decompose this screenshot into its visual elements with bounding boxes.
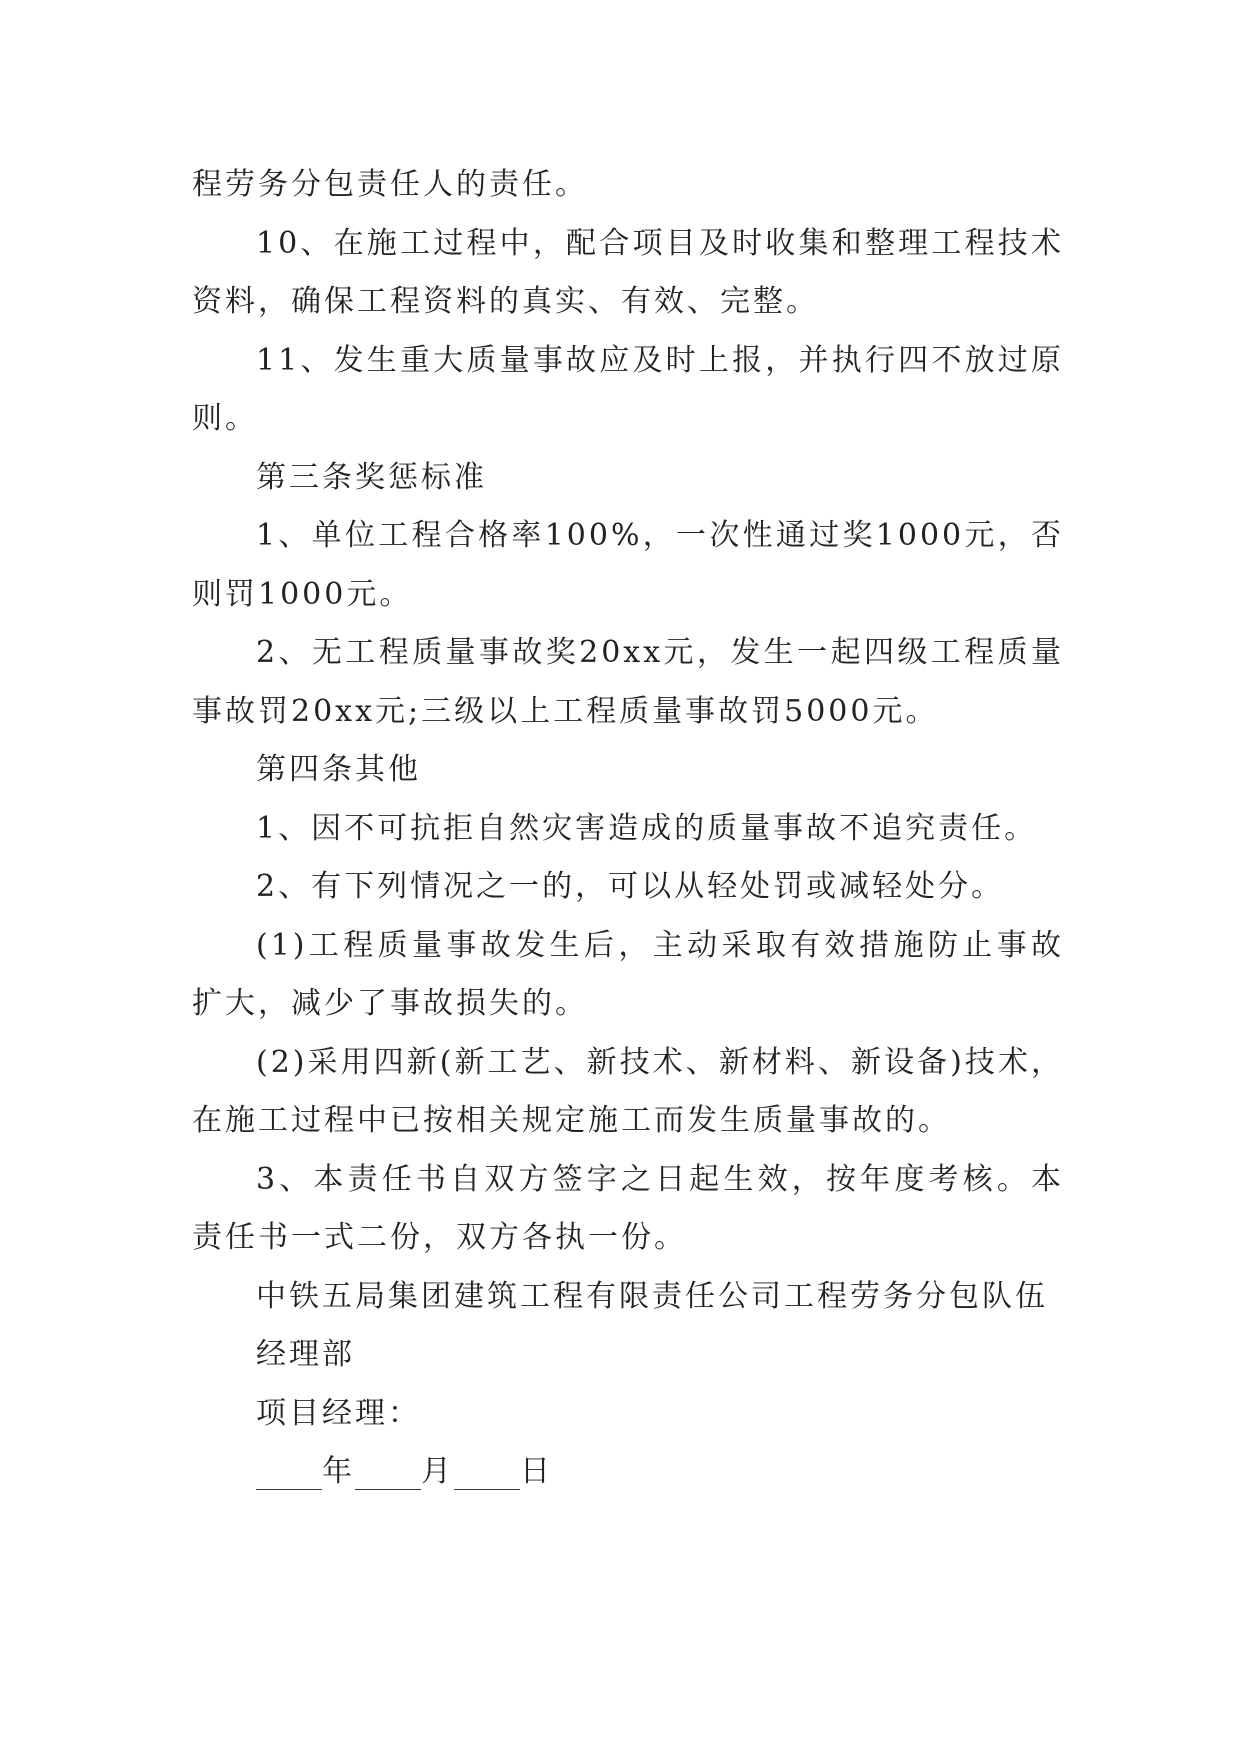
section-heading: 第三条奖惩标准 (256, 459, 487, 495)
month-label: 月 (421, 1454, 454, 1489)
paragraph: 1、因不可抗拒自然灾害造成的质量事故不追究责任。 (256, 810, 1038, 846)
paragraph: 11、发生重大质量事故应及时上报，并执行四不放过原则。 (192, 342, 1064, 436)
signature-company: 中铁五局集团建筑工程有限责任公司工程劳务分包队伍 (256, 1278, 1048, 1314)
date-line (192, 1443, 1064, 1502)
document-body (192, 156, 1064, 1502)
year-label: 年 (322, 1454, 355, 1489)
paragraph: 2、有下列情况之一的，可以从轻处罚或减轻处分。 (256, 869, 1005, 904)
paragraph: (1)工程质量事故发生后，主动采取有效措施防止事故扩大，减少了事故损失的。 (192, 927, 1064, 1021)
month-blank (355, 1453, 421, 1490)
section-heading: 第四条其他 (256, 752, 421, 787)
day-label: 日 (520, 1454, 553, 1489)
paragraph: 10、在施工过程中，配合项目及时收集和整理工程技术资料，确保工程资料的真实、有效、完整。 (192, 225, 1064, 319)
signature-department: 经理部 (256, 1337, 355, 1372)
paragraph: 1、单位工程合格率100%，一次性通过奖1000元，否则罚1000元。 (192, 518, 1064, 612)
paragraph: 程劳务分包责任人的责任。 (192, 167, 588, 202)
paragraph: 3、本责任书自双方签字之日起生效，按年度考核。本责任书一式二份，双方各执一份。 (192, 1161, 1064, 1255)
paragraph: (2)采用四新(新工艺、新技术、新材料、新设备)技术，在施工过程中已按相关规定施工而发生质量事故的。 (192, 1044, 1064, 1138)
day-blank (454, 1453, 520, 1490)
year-blank (256, 1453, 322, 1490)
paragraph: 2、无工程质量事故奖20xx元，发生一起四级工程质量事故罚20xx元;三级以上工程质量事故罚5000元。 (192, 635, 1064, 729)
signature-manager: 项目经理： (256, 1395, 421, 1431)
